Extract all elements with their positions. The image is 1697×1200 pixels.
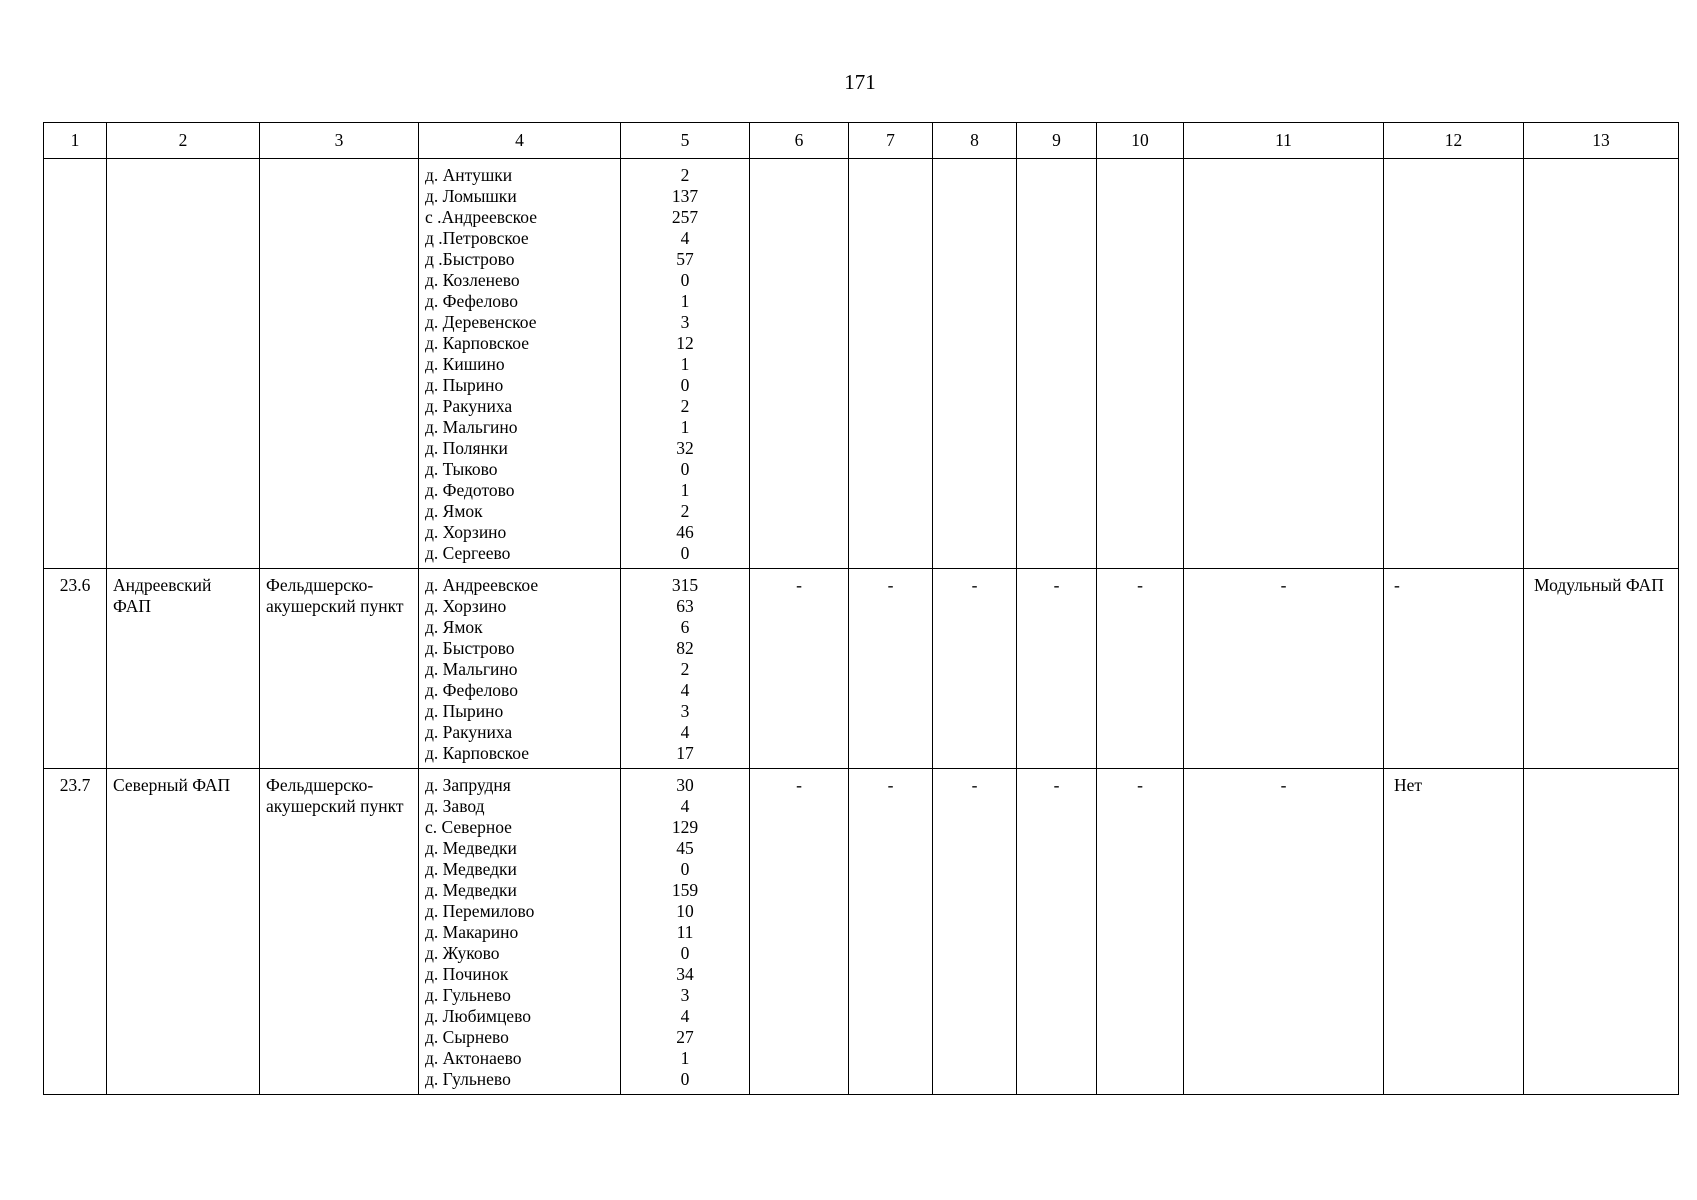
population-value: 0 [680,943,690,963]
settlement-name: д. Быстрово [425,638,515,658]
settlement-name: д. Медведки [425,859,517,879]
population-value: 0 [680,459,690,479]
cell-c6 [750,159,849,569]
population-list [621,769,750,1095]
column-header-8: 8 [933,123,1017,159]
settlement-name: д. Тыково [425,459,498,479]
settlement-name: д. Антушки [425,165,513,185]
settlement-name: д. Запрудня [425,775,511,795]
settlement-name: д. Завод [425,796,485,816]
population-value: 2 [680,659,690,679]
settlement-list [419,769,621,1095]
cell-c9 [1017,159,1097,569]
population-value: 17 [676,743,694,763]
facility-type: Фельдшерско-акушерский пункт [260,569,419,769]
population-value: 12 [676,333,694,353]
settlement-name: д. Пырино [425,375,504,395]
settlement-name: с. Северное [425,817,512,837]
cell-c12 [1384,159,1524,569]
population-value: 34 [676,964,694,984]
population-value: 1 [680,480,690,500]
cell-c7 [849,159,933,569]
cell-c6: - [750,769,849,1095]
population-value: 4 [680,796,690,816]
cell-c7: - [849,569,933,769]
cell-c10: - [1097,769,1184,1095]
population-value: 4 [680,228,690,248]
cell-c13: Модульный ФАП [1524,569,1679,769]
settlement-name: д. Фефелово [425,680,518,700]
data-table [43,122,1679,1095]
facility-name [107,159,260,569]
column-header-12: 12 [1384,123,1524,159]
cell-c9: - [1017,569,1097,769]
settlement-name: д. Медведки [425,880,517,900]
settlement-name: д. Хорзино [425,522,507,542]
population-value: 11 [676,922,694,942]
settlement-name: с .Андреевское [425,207,537,227]
settlement-name: д. Ракуниха [425,396,513,416]
settlement-name: д. Починок [425,964,509,984]
cell-c7: - [849,769,933,1095]
population-value: 46 [676,522,694,542]
column-header-1: 1 [44,123,107,159]
settlement-name: д. Сергеево [425,543,511,563]
cell-c11: - [1184,569,1384,769]
cell-c10: - [1097,569,1184,769]
facility-name: Северный ФАП [107,769,260,1095]
population-value: 57 [676,249,694,269]
population-value: 257 [671,207,699,227]
population-value: 2 [680,165,690,185]
cell-c8: - [933,569,1017,769]
settlement-name: д. Ямок [425,617,483,637]
column-header-13: 13 [1524,123,1679,159]
table-row [44,159,1679,569]
cell-c8 [933,159,1017,569]
settlement-list [419,159,621,569]
settlement-name: д. Любимцево [425,1006,531,1026]
population-value: 2 [680,396,690,416]
population-value: 63 [676,596,694,616]
settlement-name: д. Перемилово [425,901,535,921]
header-row [44,123,1679,159]
population-value: 45 [676,838,694,858]
settlement-name: д .Быстрово [425,249,515,269]
settlement-name: д. Ракуниха [425,722,513,742]
population-value: 0 [680,270,690,290]
column-header-4: 4 [419,123,621,159]
facility-type [260,159,419,569]
settlement-name: д. Федотово [425,480,515,500]
settlement-name: д .Петровское [425,228,529,248]
settlement-name: д. Кишино [425,354,505,374]
cell-c9: - [1017,769,1097,1095]
settlement-name: д. Деревенское [425,312,537,332]
settlement-name: д. Карповское [425,333,530,353]
population-value: 2 [680,501,690,521]
cell-c11: - [1184,769,1384,1095]
column-header-2: 2 [107,123,260,159]
settlement-name: д. Мальгино [425,417,518,437]
population-value: 1 [680,354,690,374]
population-value: 0 [680,859,690,879]
cell-c8: - [933,769,1017,1095]
settlement-name: д. Мальгино [425,659,518,679]
cell-c10 [1097,159,1184,569]
population-value: 137 [671,186,699,206]
settlement-name: д. Андреевское [425,575,539,595]
cell-c13 [1524,769,1679,1095]
row-number: 23.6 [44,569,107,769]
facility-type: Фельдшерско-акушерский пункт [260,769,419,1095]
table-row [44,769,1679,1095]
population-value: 30 [676,775,694,795]
population-list [621,159,750,569]
settlement-name: д. Пырино [425,701,504,721]
settlement-name: д. Гульнево [425,985,511,1005]
cell-c12: Нет [1384,769,1524,1095]
facility-name: Андреевский ФАП [107,569,260,769]
population-list [621,569,750,769]
population-value: 6 [680,617,690,637]
population-value: 1 [680,417,690,437]
cell-c11 [1184,159,1384,569]
population-value: 3 [680,312,690,332]
row-number [44,159,107,569]
column-header-9: 9 [1017,123,1097,159]
settlement-name: д. Козленево [425,270,520,290]
cell-c12: - [1384,569,1524,769]
settlement-list [419,569,621,769]
population-value: 129 [671,817,699,837]
population-value: 82 [676,638,694,658]
population-value: 1 [680,291,690,311]
cell-c6: - [750,569,849,769]
population-value: 4 [680,680,690,700]
settlement-name: д. Гульнево [425,1069,511,1089]
column-header-7: 7 [849,123,933,159]
population-value: 159 [671,880,699,900]
settlement-name: д. Макарино [425,922,519,942]
cell-c13 [1524,159,1679,569]
row-number: 23.7 [44,769,107,1095]
population-value: 0 [680,375,690,395]
population-value: 4 [680,1006,690,1026]
settlement-name: д. Карповское [425,743,530,763]
settlement-name: д. Жуково [425,943,500,963]
population-value: 32 [676,438,694,458]
settlement-name: д. Медведки [425,838,517,858]
population-value: 27 [676,1027,694,1047]
population-value: 315 [671,575,699,595]
population-value: 4 [680,722,690,742]
table-row [44,569,1679,769]
column-header-5: 5 [621,123,750,159]
population-value: 10 [676,901,694,921]
settlement-name: д. Фефелово [425,291,518,311]
settlement-name: д. Ямок [425,501,483,521]
population-value: 3 [680,985,690,1005]
settlement-name: д. Хорзино [425,596,507,616]
column-header-6: 6 [750,123,849,159]
population-value: 0 [680,543,690,563]
page-number: 171 [844,70,876,94]
population-value: 0 [680,1069,690,1089]
population-value: 3 [680,701,690,721]
column-header-3: 3 [260,123,419,159]
population-value: 1 [680,1048,690,1068]
column-header-11: 11 [1184,123,1384,159]
settlement-name: д. Актонаево [425,1048,522,1068]
column-header-10: 10 [1097,123,1184,159]
settlement-name: д. Сырнево [425,1027,509,1047]
settlement-name: д. Полянки [425,438,508,458]
settlement-name: д. Ломышки [425,186,517,206]
